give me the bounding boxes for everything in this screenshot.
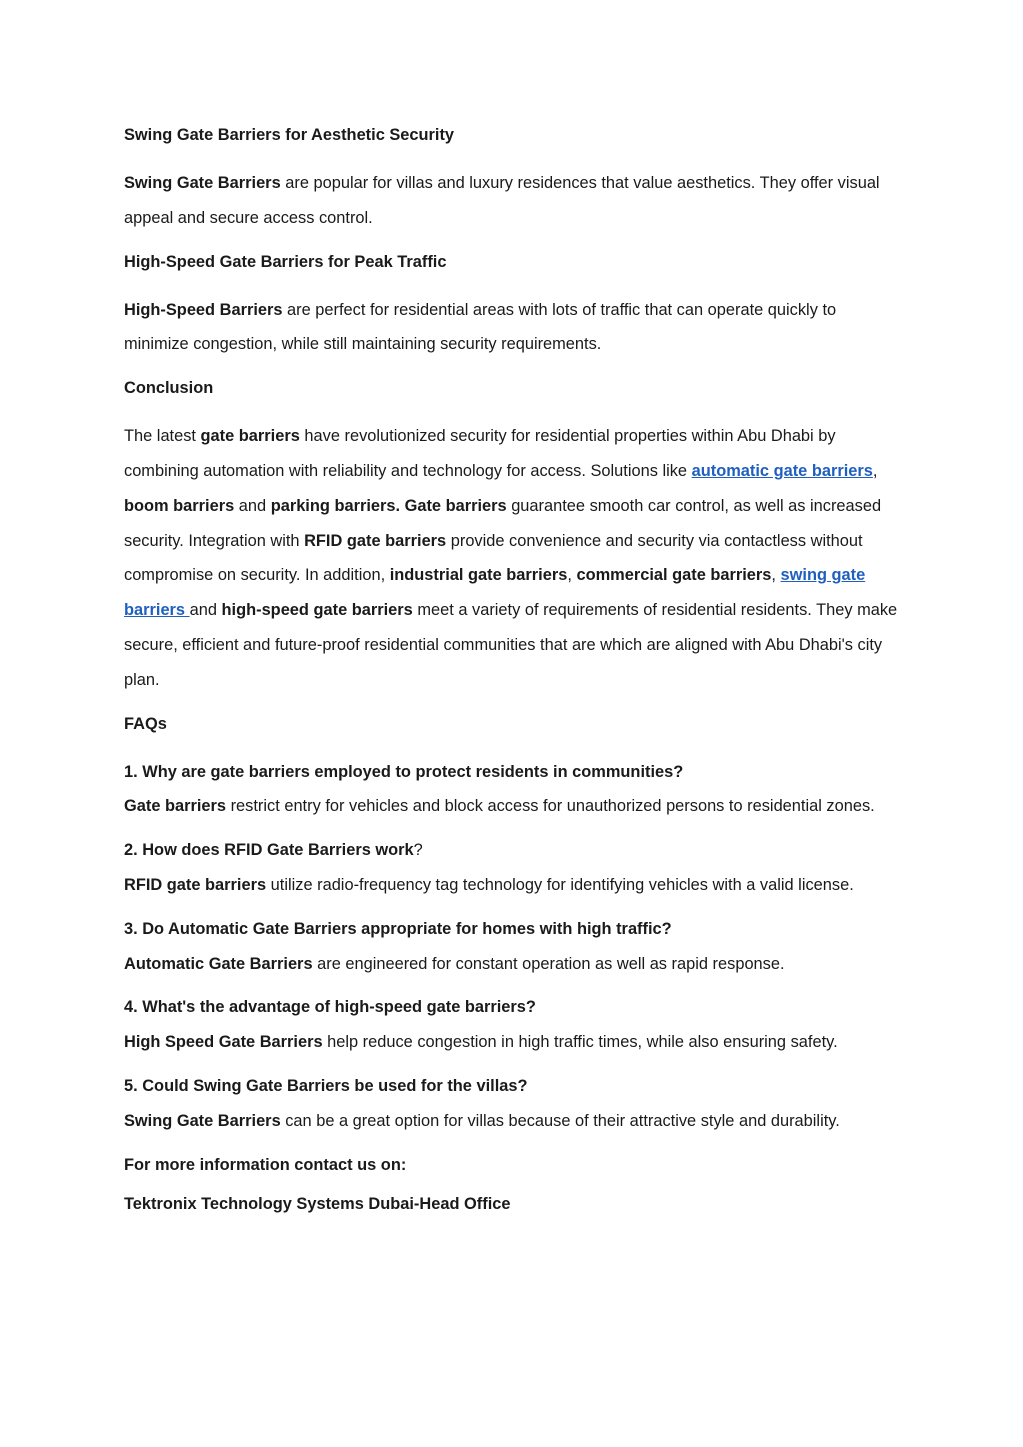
faq-answer-5-text: can be a great option for villas because of their attractive style and durability. xyxy=(280,1111,840,1130)
swing-heading: Swing Gate Barriers for Aesthetic Security xyxy=(124,126,455,144)
contact-office: Tektronix Technology Systems Dubai-Head Office xyxy=(124,1194,511,1213)
conclusion-bold-4: RFID gate barriers xyxy=(304,531,447,550)
contact-intro: For more information contact us on: xyxy=(124,1155,407,1174)
faq-answer-1 xyxy=(124,789,903,824)
faq-answer-4 xyxy=(124,1025,903,1060)
faq-question-3: 3. Do Automatic Gate Barriers appropriate for homes with high traffic? xyxy=(124,919,672,938)
conclusion-paragraph xyxy=(124,419,903,697)
faq-answer-5 xyxy=(124,1104,903,1139)
faq-question-2-mark: ? xyxy=(413,841,423,860)
swing-body: are popular for villas and luxury residences that value aesthetics. They offer visual appeal and secure access control. xyxy=(124,174,880,227)
conclusion-text-5: guarantee smooth car control, as well as increased security. Integration with xyxy=(124,496,882,550)
conclusion-text-3: , xyxy=(872,461,878,480)
faq-question-1: 1. Why are gate barriers employed to protect residents in communities? xyxy=(124,762,684,781)
faq-answer-5-lead: Swing Gate Barriers xyxy=(124,1111,281,1130)
conclusion-heading: Conclusion xyxy=(124,379,214,398)
faq-answer-3-lead: Automatic Gate Barriers xyxy=(124,954,313,973)
faq-answer-2-lead: RFID gate barriers xyxy=(124,875,267,894)
conclusion-bold-7: high-speed gate barriers xyxy=(221,601,413,620)
faq-answer-4-lead: High Speed Gate Barriers xyxy=(124,1033,323,1052)
faq-answer-4-text: help reduce congestion in high traffic times, while also ensuring safety. xyxy=(322,1033,838,1052)
highspeed-heading: High-Speed Gate Barriers for Peak Traffic xyxy=(124,252,447,271)
faq-answer-2 xyxy=(124,868,903,903)
highspeed-lead: High-Speed Barriers xyxy=(124,300,283,319)
conclusion-text-4: and xyxy=(234,496,271,515)
swing-gate-barriers-link[interactable]: swing gate barriers xyxy=(124,566,866,620)
conclusion-text-8: , xyxy=(771,566,781,585)
faq-answer-1-lead: Gate barriers xyxy=(124,797,227,816)
faq-question-2 xyxy=(124,833,903,868)
conclusion-text-7: , xyxy=(567,566,577,585)
conclusion-text-6: provide convenience and security via contactless without compromise on security. In addition, xyxy=(124,531,863,585)
conclusion-text-2: have revolutionized security for residential properties within Abu Dhabi by combining automation with reliability and technology for access. Solutions like xyxy=(124,427,836,480)
conclusion-text-9: and xyxy=(189,601,222,620)
conclusion-text-1: The latest xyxy=(124,427,201,446)
swing-paragraph xyxy=(124,166,903,236)
faq-answer-3-text: are engineered for constant operation as well as rapid response. xyxy=(312,954,785,973)
swing-lead: Swing Gate Barriers xyxy=(124,174,281,192)
faq-answer-1-text: restrict entry for vehicles and block access for unauthorized persons to residential zones. xyxy=(226,797,875,816)
automatic-gate-barriers-link[interactable]: automatic gate barriers xyxy=(691,461,873,480)
conclusion-text-10: meet a variety of requirements of residential residents. They make secure, efficient and future-proof residential communities that are which are aligned with Abu Dhabi's city plan. xyxy=(124,601,898,689)
conclusion-bold-6: commercial gate barriers xyxy=(576,566,772,585)
faq-question-2-text: 2. How does RFID Gate Barriers work xyxy=(124,841,414,860)
highspeed-paragraph xyxy=(124,293,903,363)
faq-question-5: 5. Could Swing Gate Barriers be used for the villas? xyxy=(124,1076,528,1095)
highspeed-body: are perfect for residential areas with lots of traffic that can operate quickly to minimize congestion, while still maintaining security requirements. xyxy=(124,300,837,354)
faq-question-4: 4. What's the advantage of high-speed gate barriers? xyxy=(124,998,536,1017)
faq-answer-3 xyxy=(124,947,903,982)
conclusion-bold-1: gate barriers xyxy=(200,427,300,446)
faq-answer-2-text: utilize radio-frequency tag technology for identifying vehicles with a valid license. xyxy=(266,875,854,894)
conclusion-bold-5: industrial gate barriers xyxy=(389,566,568,585)
conclusion-bold-3: parking barriers. Gate barriers xyxy=(270,496,507,515)
conclusion-bold-2: boom barriers xyxy=(124,496,235,515)
faqs-heading: FAQs xyxy=(124,714,167,733)
